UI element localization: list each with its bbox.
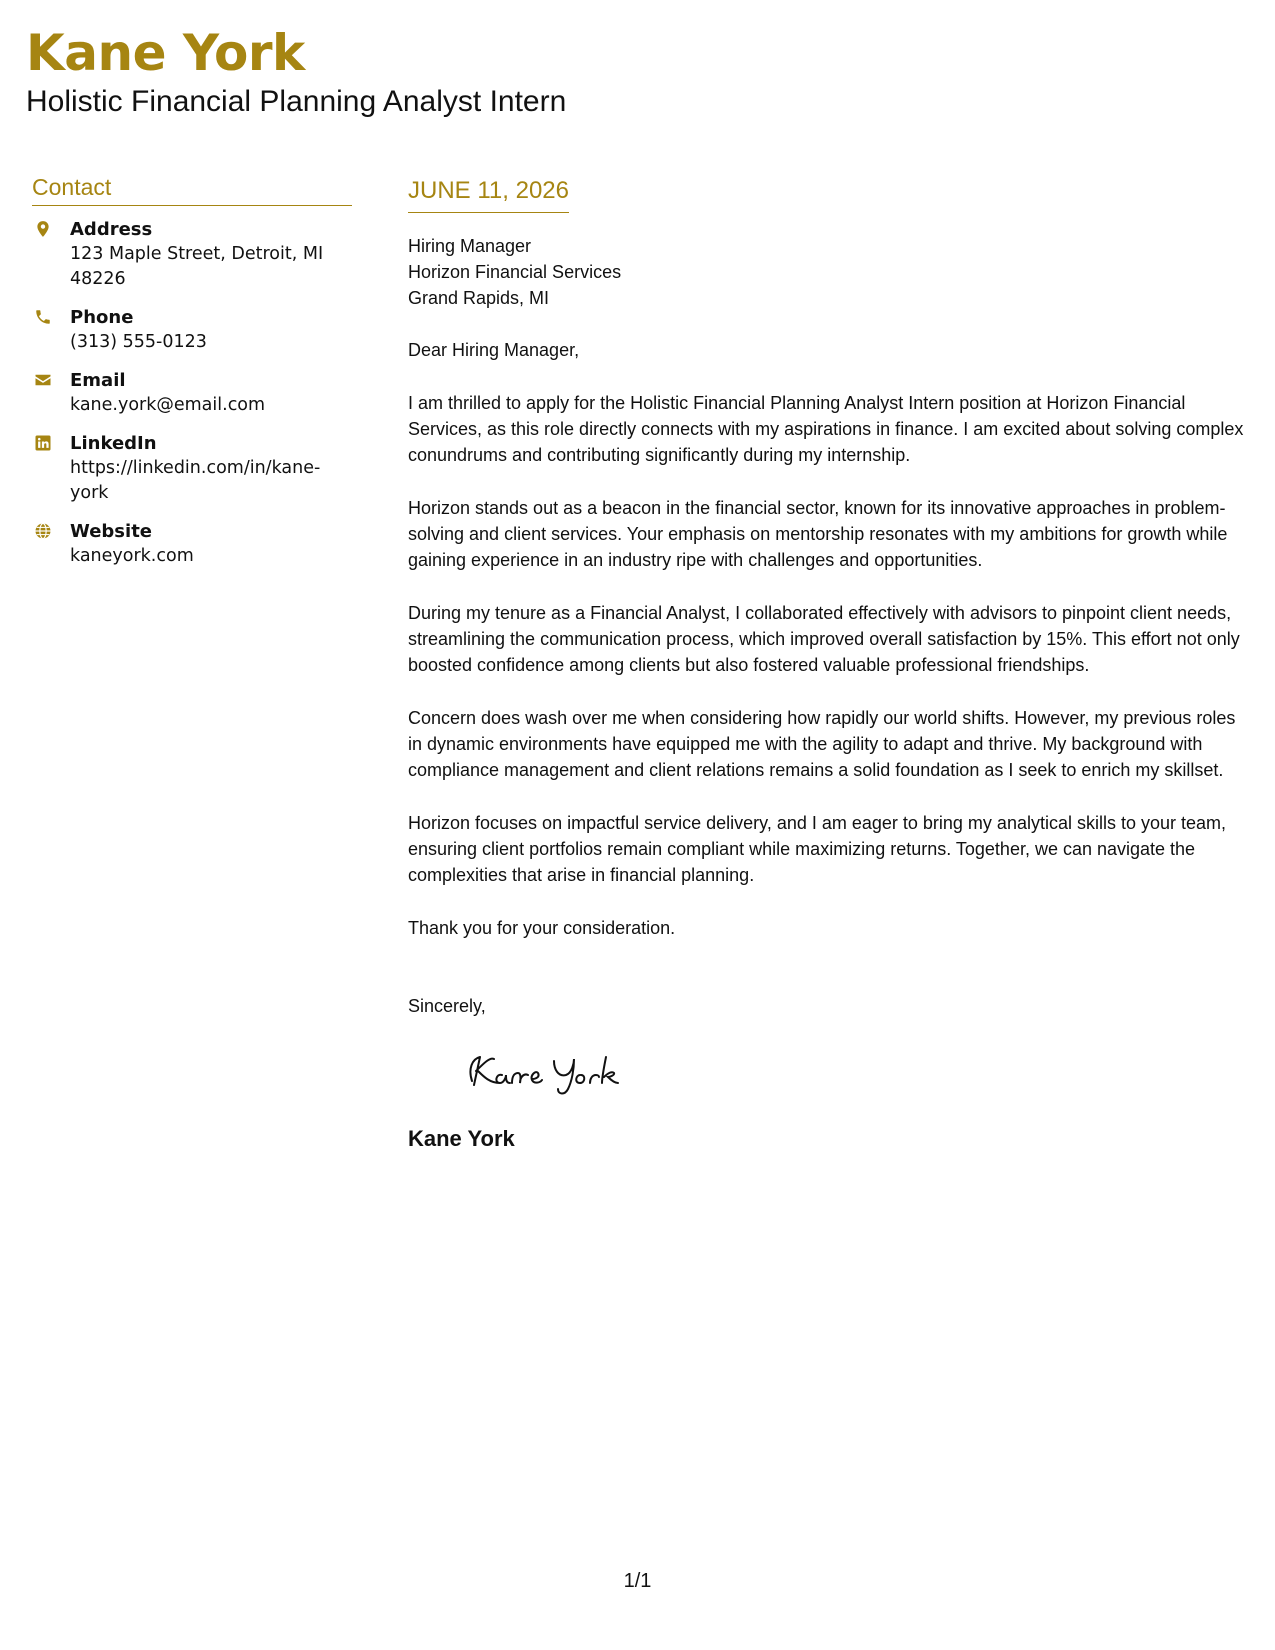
letter-paragraph: During my tenure as a Financial Analyst, I collaborated effectively with advisors to pinpoint client needs, streamlining the communication process, which improved overall satisfaction by 15%. This effort not only boosted confidence among clients but also fostered valuable professional friendships. <box>408 603 1240 675</box>
header <box>26 22 566 120</box>
contact-phone <box>32 306 352 355</box>
contact-heading: Contact <box>32 174 352 206</box>
contact-linkedin <box>32 432 352 506</box>
contact-label: Website <box>70 521 153 542</box>
contact-label: LinkedIn <box>70 433 157 454</box>
letter-paragraph: Thank you for your consideration. <box>408 918 676 938</box>
contact-email <box>32 369 352 418</box>
recipient-line: Horizon Financial Services <box>408 262 622 282</box>
contact-value: (313) 555-0123 <box>70 332 207 352</box>
contact-value: kaneyork.com <box>70 546 194 566</box>
recipient-line: Grand Rapids, MI <box>408 288 550 308</box>
contact-label: Address <box>70 219 153 240</box>
phone-icon <box>34 308 52 326</box>
map-pin-icon <box>34 220 52 238</box>
envelope-icon <box>34 371 52 389</box>
contact-label: Email <box>70 370 126 391</box>
recipient-block <box>408 233 1254 311</box>
letter-paragraph: Horizon focuses on impactful service delivery, and I am eager to bring my analytical skills to your team, ensuring client portfolios remain compliant while maximizing returns. Together, we can navigate the complexities that arise in financial planning. <box>408 813 1227 885</box>
contact-value: https://linkedin.com/in/kane-york <box>70 458 321 503</box>
contact-address <box>32 218 352 292</box>
letter-paragraph: Concern does wash over me when considering how rapidly our world shifts. However, my previous roles in dynamic environments have equipped me with the agility to adapt and thrive. My background with compliance management and client relations remains a solid foundation as I seek to enrich my skillset. <box>408 708 1236 780</box>
page-number: 1/1 <box>623 1570 652 1592</box>
contact-website <box>32 520 352 569</box>
closing: Sincerely, <box>408 996 486 1016</box>
contact-value: kane.york@email.com <box>70 395 266 415</box>
letter-paragraph: Horizon stands out as a beacon in the financial sector, known for its innovative approaches in problem-solving and client services. Your emphasis on mentorship resonates with my ambitions for growth while gaining experience in an industry ripe with challenges and opportunities. <box>408 498 1228 570</box>
applicant-name: Kane York <box>26 24 305 82</box>
handwritten-signature <box>450 1041 650 1101</box>
contact-value: 123 Maple Street, Detroit, MI 48226 <box>70 244 324 289</box>
globe-icon <box>34 522 52 540</box>
letter-paragraph: I am thrilled to apply for the Holistic Financial Planning Analyst Intern position at Horizon Financial Services, as this role directly connects with my aspirations in finance. I am excited about solving complex conundrums and contributing significantly during my internship. <box>408 393 1244 465</box>
salutation: Dear Hiring Manager, <box>408 340 580 360</box>
linkedin-icon <box>34 434 52 452</box>
contact-label: Phone <box>70 307 134 328</box>
job-title: Holistic Financial Planning Analyst Intern <box>26 85 567 118</box>
letter-body <box>408 176 1254 1152</box>
signer-name: Kane York <box>408 1126 515 1151</box>
recipient-line: Hiring Manager <box>408 236 532 256</box>
letter-date: JUNE 11, 2026 <box>408 176 569 213</box>
contact-sidebar <box>32 174 352 583</box>
